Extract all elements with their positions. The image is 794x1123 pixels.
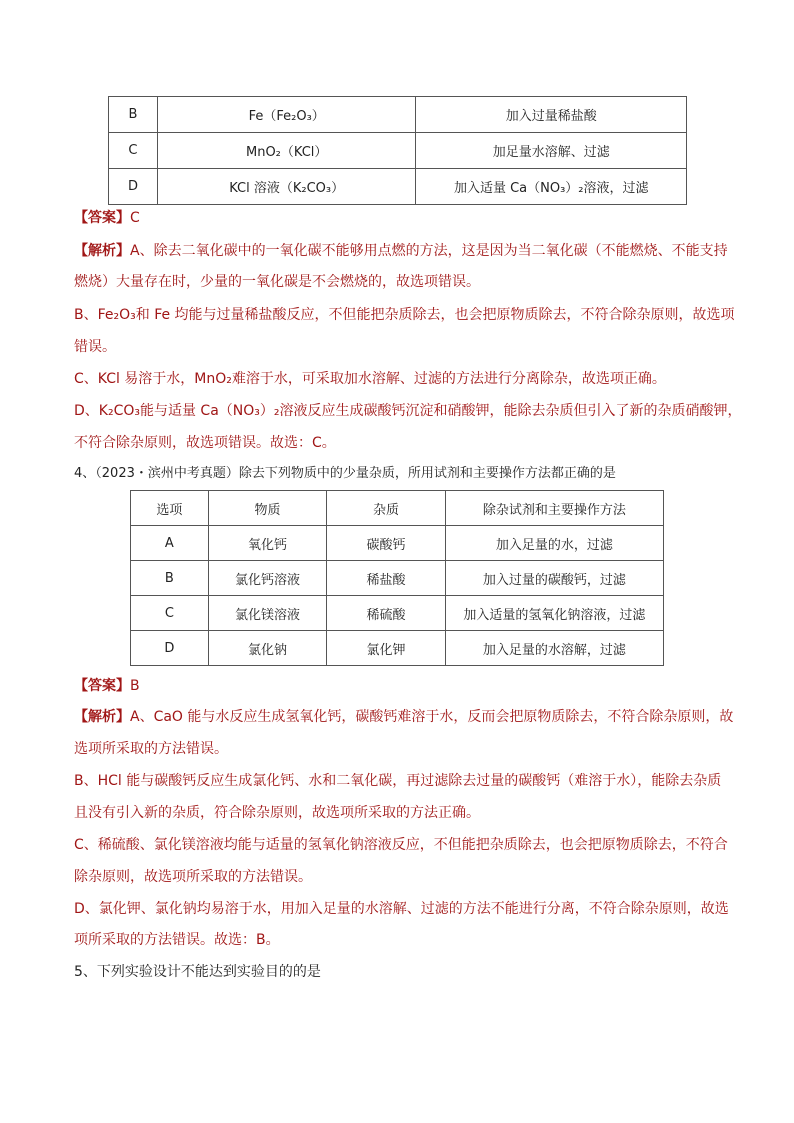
substance-cell: KCl 溶液（K₂CO₃） bbox=[157, 169, 416, 205]
analysis-text: A、CaO 能与水反应生成氢氧化钙，碳酸钙难溶于水，反而会把原物质除去，不符合除杂原则，故 bbox=[130, 709, 734, 725]
option-cell: D bbox=[131, 631, 209, 666]
method-cell: 加足量水溶解、过滤 bbox=[416, 133, 687, 169]
analysis-tag: 【解析】 bbox=[74, 243, 130, 259]
table-row bbox=[109, 97, 687, 133]
impurity-cell: 碳酸钙 bbox=[327, 526, 446, 561]
q3-analysis-line: 错误。 bbox=[74, 339, 116, 355]
substance-cell: MnO₂（KCl） bbox=[157, 133, 416, 169]
q4-analysis-line: 且没有引入新的杂质，符合除杂原则，故选项所采取的方法正确。 bbox=[74, 805, 480, 821]
substance-cell: 氯化钙溶液 bbox=[208, 561, 327, 596]
impurity-cell: 稀硫酸 bbox=[327, 596, 446, 631]
method-cell: 加入适量 Ca（NO₃）₂溶液，过滤 bbox=[416, 169, 687, 205]
analysis-tag: 【解析】 bbox=[74, 709, 130, 725]
table-row bbox=[131, 596, 664, 631]
method-cell: 加入足量的水，过滤 bbox=[445, 526, 663, 561]
q3-analysis-line: 燃烧）大量存在时，少量的一氧化碳是不会燃烧的，故选项错误。 bbox=[74, 274, 480, 290]
option-cell: B bbox=[131, 561, 209, 596]
answer-tag: 【答案】 bbox=[74, 210, 130, 226]
answer-value: B bbox=[130, 678, 140, 694]
q4-analysis-line: D、氯化钾、氯化钠均易溶于水，用加入足量的水溶解、过滤的方法不能进行分离，不符合除杂原则，故选 bbox=[74, 901, 729, 917]
header-method: 除杂试剂和主要操作方法 bbox=[445, 491, 663, 526]
table-row bbox=[131, 561, 664, 596]
impurity-cell: 稀盐酸 bbox=[327, 561, 446, 596]
impurity-cell: 氯化钾 bbox=[327, 631, 446, 666]
impurity-table-continued bbox=[108, 96, 687, 205]
q3-analysis-line bbox=[74, 241, 728, 261]
option-cell: D bbox=[109, 169, 158, 205]
impurity-table bbox=[130, 490, 664, 666]
substance-cell: Fe（Fe₂O₃） bbox=[157, 97, 416, 133]
substance-cell: 氯化镁溶液 bbox=[208, 596, 327, 631]
q3-answer bbox=[74, 208, 140, 228]
q4-analysis-line: C、稀硫酸、氯化镁溶液均能与适量的氢氧化钠溶液反应，不但能把杂质除去，也会把原物质除去，不符合 bbox=[74, 837, 728, 853]
substance-cell: 氯化钠 bbox=[208, 631, 327, 666]
table-row bbox=[109, 133, 687, 169]
table-header-row bbox=[131, 491, 664, 526]
table-row bbox=[131, 526, 664, 561]
q4-stem: 4、（2023・滨州中考真题）除去下列物质中的少量杂质，所用试剂和主要操作方法都正确的是 bbox=[74, 466, 616, 481]
q3-analysis-line: D、K₂CO₃能与适量 Ca（NO₃）₂溶液反应生成碳酸钙沉淀和硝酸钾，能除去杂质但引入了新的杂质硝酸钾， bbox=[74, 403, 742, 419]
table-row bbox=[109, 169, 687, 205]
q4-analysis-line: 选项所采取的方法错误。 bbox=[74, 741, 228, 757]
q3-analysis-line: C、KCl 易溶于水，MnO₂难溶于水，可采取加水溶解、过滤的方法进行分离除杂，故选项正确。 bbox=[74, 371, 666, 387]
answer-tag: 【答案】 bbox=[74, 678, 130, 694]
method-cell: 加入适量的氢氧化钠溶液，过滤 bbox=[445, 596, 663, 631]
analysis-text: A、除去二氧化碳中的一氧化碳不能够用点燃的方法，这是因为当二氧化碳（不能燃烧、不能支持 bbox=[130, 243, 728, 259]
option-cell: A bbox=[131, 526, 209, 561]
header-option: 选项 bbox=[131, 491, 209, 526]
q4-analysis-line: 项所采取的方法错误。故选：B。 bbox=[74, 932, 280, 948]
method-cell: 加入过量的碳酸钙，过滤 bbox=[445, 561, 663, 596]
q5-stem: 5、下列实验设计不能达到实验目的的是 bbox=[74, 964, 321, 980]
q4-answer bbox=[74, 676, 140, 696]
option-cell: B bbox=[109, 97, 158, 133]
answer-value: C bbox=[130, 210, 140, 226]
method-cell: 加入过量稀盐酸 bbox=[416, 97, 687, 133]
method-cell: 加入足量的水溶解，过滤 bbox=[445, 631, 663, 666]
header-substance: 物质 bbox=[208, 491, 327, 526]
q3-analysis-line: 不符合除杂原则，故选项错误。故选：C。 bbox=[74, 435, 336, 451]
q3-analysis-line: B、Fe₂O₃和 Fe 均能与过量稀盐酸反应，不但能把杂质除去，也会把原物质除去，不符合除杂原则，故选项 bbox=[74, 307, 735, 323]
substance-cell: 氧化钙 bbox=[208, 526, 327, 561]
option-cell: C bbox=[109, 133, 158, 169]
table-row bbox=[131, 631, 664, 666]
q4-analysis-line bbox=[74, 707, 733, 727]
header-impurity: 杂质 bbox=[327, 491, 446, 526]
q4-analysis-line: B、HCl 能与碳酸钙反应生成氯化钙、水和二氧化碳，再过滤除去过量的碳酸钙（难溶于水），能除去杂质 bbox=[74, 773, 722, 789]
q4-analysis-line: 除杂原则，故选项所采取的方法错误。 bbox=[74, 869, 312, 885]
option-cell: C bbox=[131, 596, 209, 631]
